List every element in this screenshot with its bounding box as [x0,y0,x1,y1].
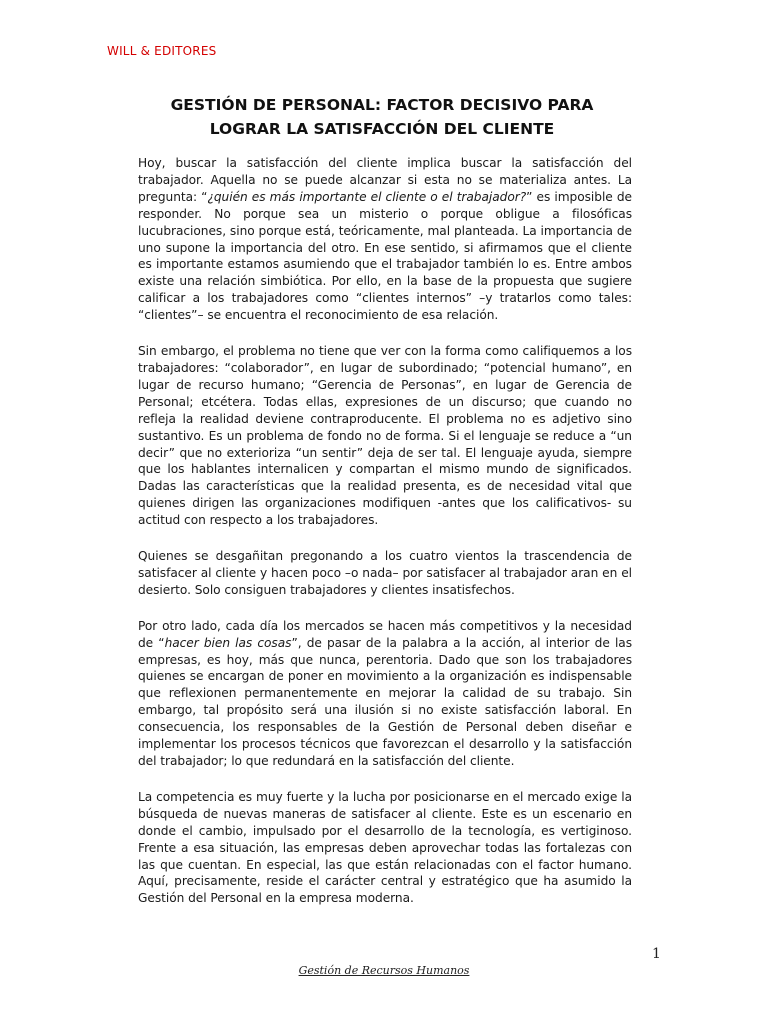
title-line-2: LOGRAR LA SATISFACCIÓN DEL CLIENTE [209,120,555,138]
document-title [150,93,614,141]
page-number: 1 [652,946,661,962]
paragraph-2: Sin embargo, el problema no tiene que ver con la forma como califiquemos a los trabajadores: “colaborador”, en lugar de subordinado; “potencial humano”, en lugar de recurso humano; “Gerencia de Personas”, en lugar de Gerencia de Personal; etcétera. Todas ellas, expresiones de un discurso; que cuando no refleja la realidad deviene contraproducente. El problema no es adjetivo sino sustantivo. Es un problema de fondo no de forma. Si el lenguaje se reduce a “un decir” que no exterioriza “un sentir” deja de ser tal. El lenguaje ayuda, siempre que los hablantes internalicen y compartan el mismo mundo de significados. Dadas las características que la realidad presenta, es de necesidad vital que quienes dirigen las organizaciones modifiquen -antes que los calificativos- su actitud con respecto a los trabajadores. [138,344,632,528]
paragraph-1-italic-question: ¿quién es más importante el cliente o el trabajador? [207,189,527,204]
paragraph-1-text-end: ” es imposible de responder. No porque sea un misterio o porque obligue a filosóficas lucubraciones, sino porque está, teóricamente, mal planteada. La importancia de uno supone la importancia del otro. En ese sentido, si afirmamos que el cliente es importante estamos asumiendo que el trabajador también lo es. Entre ambos existe una relación simbiótica. Por ello, en la base de la propuesta que sugiere calificar a los trabajadores como “clientes internos” –y tratarlos como tales: “clientes”– se encuentra el reconocimiento de esa relación. [138,189,632,323]
paragraph-4-text-end: ”, de pasar de la palabra a la acción, al interior de las empresas, es hoy, más que nunca, perentoria. Dado que son los trabajadores quienes se encargan de poner en movimiento a la organización es indispensable que reflexionen permanentemente en mejorar la calidad de su trabajo. Sin embargo, tal propósito será una ilusión si no existe satisfacción laboral. En consecuencia, los responsables de la Gestión de Personal deben diseñar e implementar los procesos técnicos que favorezcan el desarrollo y la satisfacción del trabajador; lo que redundará en la satisfacción del cliente. [138,635,633,768]
paragraph-4 [138,618,632,770]
title-line-1: GESTIÓN DE PERSONAL: FACTOR DECISIVO PARA [170,96,594,114]
footer-label-text: Gestión de Recursos Humanos [298,964,470,977]
paragraph-3: Quienes se desgañitan pregonando a los cuatro vientos la trascendencia de satisfacer al cliente y hacen poco –o nada– por satisfacer al trabajador aran en el desierto. Solo consiguen trabajadores y clientes insatisfechos. [138,549,632,597]
paragraph-4-text-start: Por otro lado, cada día los mercados se hacen más competitivos y la necesidad de “ [138,618,632,650]
footer-label [0,964,768,977]
document-body [138,155,632,926]
paragraph-5: La competencia es muy fuerte y la lucha por posicionarse en el mercado exige la búsqueda de nuevas maneras de satisfacer al cliente. Este es un escenario en donde el cambio, impulsado por el desarrollo de la tecnología, es vertiginoso. Frente a esa situación, las empresas deben aprovechar todas las fortalezas con las que cuentan. En especial, las que están relacionadas con el factor humano. Aquí, precisamente, reside el carácter central y estratégico que ha asumido la Gestión del Personal en la empresa moderna. [138,789,632,906]
header-brand: WILL & EDITORES [107,44,217,58]
paragraph-4-italic-phrase: hacer bien las cosas [164,635,292,650]
paragraph-1 [138,155,632,324]
paragraph-1-text-start: Hoy, buscar la satisfacción del cliente implica buscar la satisfacción del trabajador. Aquella no se puede alcanzar si esta no se materializa antes. La pregunta: “ [138,156,632,204]
